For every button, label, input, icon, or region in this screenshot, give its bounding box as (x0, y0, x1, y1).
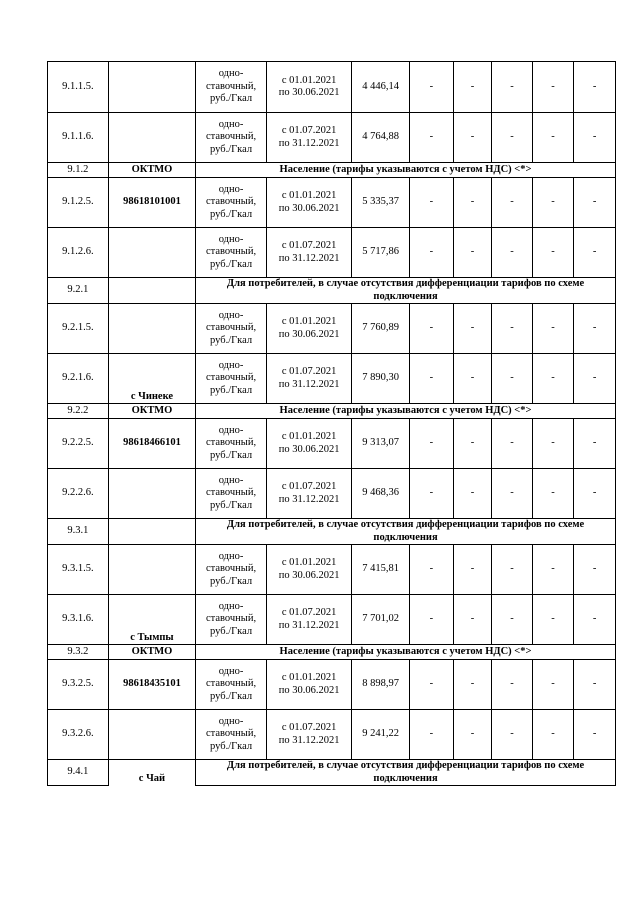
rate-type-line: одно- (218, 600, 244, 612)
period (267, 469, 352, 519)
rate-type-line: ставочный, (206, 613, 257, 625)
rate-type-line: одно- (218, 665, 244, 677)
rate-type-line: руб./Гкал (210, 143, 253, 155)
empty-value: - (453, 178, 492, 228)
rate-type-line: руб./Гкал (210, 625, 253, 637)
period-line: по 31.12.2021 (278, 734, 340, 746)
rate-type-line: ставочный, (206, 131, 257, 143)
table-row (48, 113, 616, 163)
rate-type-line: руб./Гкал (210, 740, 253, 752)
location-cell (108, 178, 195, 228)
empty-value: - (532, 595, 574, 645)
location-label: с Тымпы (130, 631, 174, 643)
empty-value: - (410, 545, 454, 595)
rate-type (196, 545, 267, 595)
empty-value: - (453, 419, 492, 469)
period-line: с 01.07.2021 (281, 366, 337, 377)
period (267, 710, 352, 760)
empty-value: - (574, 178, 616, 228)
population-header: Население (тарифы указываются с учетом НДС) <*> (196, 645, 616, 660)
tariff-value: 7 701,02 (352, 595, 410, 645)
empty-value: - (492, 419, 533, 469)
period-line: по 30.06.2021 (278, 328, 340, 340)
consumers-header: Для потребителей, в случае отсутствия дифференциации тарифов по схеме подключения (196, 278, 616, 304)
tariff-value: 9 313,07 (352, 419, 410, 469)
rate-type-line: одно- (218, 424, 244, 436)
rate-type-line: ставочный, (206, 437, 257, 449)
rate-type-line: ставочный, (206, 80, 257, 92)
period-line: с 01.01.2021 (281, 672, 337, 683)
empty-value: - (532, 469, 574, 519)
empty-value: - (410, 595, 454, 645)
period-line: по 31.12.2021 (278, 619, 340, 631)
empty-value: - (492, 354, 533, 404)
empty-value: - (574, 62, 616, 113)
rate-type-line: ставочный, (206, 563, 257, 575)
empty-value: - (574, 354, 616, 404)
empty-value: - (492, 660, 533, 710)
empty-value: - (453, 545, 492, 595)
location-cell (108, 469, 195, 519)
empty-value: - (492, 304, 533, 354)
location-cell (108, 163, 195, 178)
rate-type-line: руб./Гкал (210, 93, 253, 105)
tariff-value: 5 335,37 (352, 178, 410, 228)
rate-type (196, 354, 267, 404)
tariff-value: 5 717,86 (352, 228, 410, 278)
rate-type-line: руб./Гкал (210, 690, 253, 702)
empty-value: - (453, 595, 492, 645)
rate-type (196, 62, 267, 113)
rate-type-line: ставочный, (206, 246, 257, 258)
empty-value: - (492, 595, 533, 645)
location-label: с Чинеке (130, 390, 174, 402)
tariff-table (47, 61, 616, 786)
row-code: 9.3.1.6. (48, 595, 109, 645)
rate-type-line: ставочный, (206, 487, 257, 499)
location-cell (108, 62, 195, 113)
location-label: ОКТМО (131, 163, 173, 175)
row-code: 9.3.1.5. (48, 545, 109, 595)
consumers-header: Для потребителей, в случае отсутствия дифференциации тарифов по схеме подключения (196, 519, 616, 545)
period-line: с 01.01.2021 (281, 74, 337, 86)
location-cell (108, 760, 195, 786)
tariff-value: 7 890,30 (352, 354, 410, 404)
empty-value: - (410, 710, 454, 760)
period-line: с 01.01.2021 (281, 431, 337, 442)
empty-value: - (532, 304, 574, 354)
empty-value: - (574, 710, 616, 760)
empty-value: - (453, 62, 492, 113)
period-line: по 30.06.2021 (278, 684, 340, 696)
rate-type-line: руб./Гкал (210, 499, 253, 511)
empty-value: - (574, 660, 616, 710)
tariff-value: 7 760,89 (352, 304, 410, 354)
location-cell (108, 404, 195, 419)
empty-value: - (453, 469, 492, 519)
empty-value: - (410, 469, 454, 519)
empty-value: - (574, 595, 616, 645)
period-line: с 01.07.2021 (281, 125, 337, 136)
rate-type-line: руб./Гкал (210, 449, 253, 461)
location-cell (108, 660, 195, 710)
period-line: с 01.07.2021 (281, 607, 337, 618)
rate-type-line: руб./Гкал (210, 334, 253, 346)
rate-type-line: одно- (218, 309, 244, 321)
row-code: 9.2.2.5. (48, 419, 109, 469)
rate-type (196, 419, 267, 469)
row-code: 9.1.1.6. (48, 113, 109, 163)
empty-value: - (410, 228, 454, 278)
row-code: 9.1.2 (48, 163, 109, 178)
location-cell (108, 419, 195, 469)
table-row (48, 760, 616, 786)
rate-type (196, 228, 267, 278)
rate-type-line: руб./Гкал (210, 384, 253, 396)
empty-value: - (492, 469, 533, 519)
empty-value: - (574, 304, 616, 354)
location-cell (108, 545, 195, 595)
empty-value: - (574, 228, 616, 278)
rate-type-line: ставочный, (206, 322, 257, 334)
period (267, 419, 352, 469)
empty-value: - (532, 62, 574, 113)
period-line: с 01.07.2021 (281, 240, 337, 251)
tariff-value: 8 898,97 (352, 660, 410, 710)
empty-value: - (453, 113, 492, 163)
empty-value: - (453, 710, 492, 760)
empty-value: - (492, 113, 533, 163)
rate-type-line: одно- (218, 474, 244, 486)
rate-type (196, 660, 267, 710)
period-line: с 01.01.2021 (281, 190, 337, 201)
period (267, 62, 352, 113)
empty-value: - (492, 62, 533, 113)
rate-type (196, 710, 267, 760)
row-code: 9.3.2.6. (48, 710, 109, 760)
empty-value: - (453, 228, 492, 278)
rate-type (196, 469, 267, 519)
location-label: 98618466101 (123, 437, 181, 449)
rate-type-line: руб./Гкал (210, 208, 253, 220)
rate-type-line: руб./Гкал (210, 575, 253, 587)
location-cell (108, 354, 195, 404)
period (267, 113, 352, 163)
empty-value: - (532, 660, 574, 710)
table-row (48, 710, 616, 760)
empty-value: - (492, 178, 533, 228)
location-cell (108, 710, 195, 760)
rate-type-line: ставочный, (206, 196, 257, 208)
rate-type-line: ставочный, (206, 372, 257, 384)
empty-value: - (453, 304, 492, 354)
period-line: по 30.06.2021 (278, 87, 340, 98)
empty-value: - (410, 178, 454, 228)
empty-value: - (574, 545, 616, 595)
period-line: по 30.06.2021 (278, 443, 340, 455)
consumers-header: Для потребителей, в случае отсутствия дифференциации тарифов по схеме подключения (196, 760, 616, 786)
row-code: 9.3.2 (48, 645, 109, 660)
table-row (48, 545, 616, 595)
period (267, 178, 352, 228)
period (267, 595, 352, 645)
rate-type-line: ставочный, (206, 728, 257, 740)
empty-value: - (492, 545, 533, 595)
table-row (48, 278, 616, 304)
empty-value: - (492, 228, 533, 278)
empty-value: - (410, 354, 454, 404)
rate-type (196, 178, 267, 228)
period-line: по 31.12.2021 (278, 493, 340, 505)
period-line: с 01.07.2021 (281, 722, 337, 733)
table-row (48, 304, 616, 354)
row-code: 9.3.2.5. (48, 660, 109, 710)
empty-value: - (410, 419, 454, 469)
rate-type-line: одно- (218, 118, 244, 130)
tariff-value: 7 415,81 (352, 545, 410, 595)
empty-value: - (453, 354, 492, 404)
empty-value: - (532, 228, 574, 278)
row-code: 9.2.2.6. (48, 469, 109, 519)
rate-type-line: одно- (218, 68, 244, 80)
rate-type-line: ставочный, (206, 678, 257, 690)
empty-value: - (453, 660, 492, 710)
location-label: ОКТМО (131, 645, 173, 657)
table-row (48, 404, 616, 419)
rate-type-line: одно- (218, 183, 244, 195)
rate-type-line: одно- (218, 715, 244, 727)
period (267, 354, 352, 404)
tariff-value: 4 446,14 (352, 62, 410, 113)
empty-value: - (532, 419, 574, 469)
row-code: 9.1.2.5. (48, 178, 109, 228)
rate-type-line: одно- (218, 550, 244, 562)
rate-type (196, 304, 267, 354)
row-code: 9.2.1.5. (48, 304, 109, 354)
tariff-value: 9 468,36 (352, 469, 410, 519)
period (267, 545, 352, 595)
period-line: по 31.12.2021 (278, 137, 340, 149)
empty-value: - (410, 62, 454, 113)
period-line: по 30.06.2021 (278, 569, 340, 581)
table-row (48, 163, 616, 178)
location-cell (108, 645, 195, 660)
row-code: 9.4.1 (48, 760, 109, 786)
location-cell (108, 278, 195, 304)
location-cell (108, 228, 195, 278)
table-row (48, 595, 616, 645)
table-row (48, 419, 616, 469)
table-row (48, 62, 616, 113)
period-line: по 31.12.2021 (278, 378, 340, 390)
table-row (48, 645, 616, 660)
empty-value: - (410, 660, 454, 710)
row-code: 9.1.2.6. (48, 228, 109, 278)
location-label: с Чай (138, 773, 166, 784)
location-label: 98618435101 (123, 678, 181, 690)
rate-type (196, 595, 267, 645)
population-header: Население (тарифы указываются с учетом НДС) <*> (196, 163, 616, 178)
period (267, 660, 352, 710)
empty-value: - (532, 178, 574, 228)
period-line: с 01.01.2021 (281, 316, 337, 327)
table-row (48, 660, 616, 710)
period-line: по 30.06.2021 (278, 202, 340, 214)
row-code: 9.1.1.5. (48, 62, 109, 113)
table-row (48, 354, 616, 404)
tariff-value: 9 241,22 (352, 710, 410, 760)
empty-value: - (492, 710, 533, 760)
rate-type-line: одно- (218, 233, 244, 245)
table-row (48, 469, 616, 519)
empty-value: - (574, 469, 616, 519)
empty-value: - (532, 710, 574, 760)
period (267, 304, 352, 354)
period-line: с 01.01.2021 (281, 557, 337, 568)
row-code: 9.2.2 (48, 404, 109, 419)
row-code: 9.2.1.6. (48, 354, 109, 404)
empty-value: - (532, 354, 574, 404)
table-row (48, 519, 616, 545)
empty-value: - (532, 545, 574, 595)
location-cell (108, 519, 195, 545)
location-label: 98618101001 (123, 196, 181, 208)
rate-type-line: руб./Гкал (210, 258, 253, 270)
location-label: ОКТМО (131, 404, 173, 416)
table-row (48, 228, 616, 278)
empty-value: - (410, 113, 454, 163)
table-row (48, 178, 616, 228)
row-code: 9.3.1 (48, 519, 109, 545)
row-code: 9.2.1 (48, 278, 109, 304)
rate-type (196, 113, 267, 163)
tariff-value: 4 764,88 (352, 113, 410, 163)
period-line: с 01.07.2021 (281, 481, 337, 492)
location-cell (108, 595, 195, 645)
empty-value: - (532, 113, 574, 163)
location-cell (108, 304, 195, 354)
empty-value: - (410, 304, 454, 354)
period (267, 228, 352, 278)
empty-value: - (574, 419, 616, 469)
location-cell (108, 113, 195, 163)
population-header: Население (тарифы указываются с учетом НДС) <*> (196, 404, 616, 419)
empty-value: - (574, 113, 616, 163)
rate-type-line: одно- (218, 359, 244, 371)
period-line: по 31.12.2021 (278, 252, 340, 264)
